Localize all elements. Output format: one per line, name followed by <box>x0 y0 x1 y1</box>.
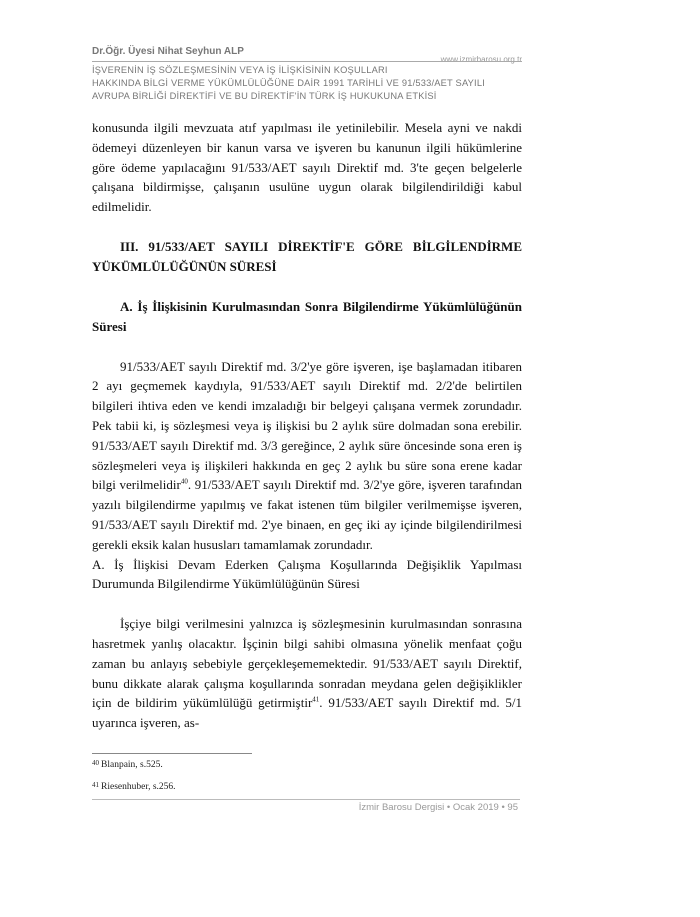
paragraph <box>92 357 522 555</box>
paragraph <box>92 614 522 733</box>
footer-divider <box>92 799 520 800</box>
paragraph-text: 91/533/AET sayılı Direktif md. 3/2'ye göre işveren, işe başlamadan itibaren 2 ayı geçmemek kaydıyla, 91/533/AET sayılı Direktif md. 2/2'de belirtilen bilgileri ihtiva eden ve kendi imzaladığı bir belgeyi çalışana vermek zorundadır. Pek tabii ki, iş sözleşmesi veya iş ilişkisi bu 2 aylık süre dolmadan sona erebilir. 91/533/AET sayılı Direktif md. 3/3 gereğince, 2 aylık süre öncesinde sona eren iş sözleşmeleri veya iş ilişkileri hakkında en geç 2 aylık bu süre sona erene kadar bilgi verilmelidir <box>92 358 522 493</box>
paragraph-continuation: konusunda ilgili mevzuata atıf yapılması ile yetinilebilir. Mesela ayni ve nakdi ödemeyi düzenleyen bir kanun varsa ve işveren bu kanunun ilgili hükümlerine göre ödeme yapılacağını 91/533/AET sayılı Direktif md. 3'te geçen belgelerle çalışana bildirmişse, çalışanın usulüne uygun olarak bilgilendirildiği kabul edilmelidir. <box>92 120 522 215</box>
footnote-number: 40 <box>92 759 99 767</box>
section-heading: III. 91/533/AET SAYILI DİREKTİF'E GÖRE BİLGİLENDİRME YÜKÜMLÜLÜĞÜNÜN SÜRESİ <box>92 238 522 274</box>
header-divider <box>92 61 522 62</box>
paragraph-text: . 91/533/AET sayılı Direktif md. 5/1 uyarınca işveren, as- <box>92 695 522 731</box>
subsection-heading-b: A. İş İlişkisi Devam Ederken Çalışma Koşullarında Değişiklik Yapılması Durumunda Bilgilendirme Yükümlülüğünün Süresi <box>92 556 522 592</box>
subsection-heading-a: A. İş İlişkisinin Kurulmasından Sonra Bilgilendirme Yükümlülüğünün Süresi <box>92 298 522 334</box>
body-text <box>92 118 522 733</box>
running-header-author: Dr.Öğr. Üyesi Nihat Seyhun ALP <box>92 46 244 57</box>
running-header-title <box>92 64 532 103</box>
footnote-40 <box>92 760 163 770</box>
paragraph-text: İşçiye bilgi verilmesini yalnızca iş sözleşmesinin kurulmasından sonrasına hasretmek yanlış olacaktır. İşçinin bilgi sahibi olmasına yönelik menfaat çoğu zaman bu anlayış sebebiyle gerçekleşememektedir. 91/533/AET sayılı Direktif, bunu dikkate alarak çalışma koşullarında sonradan meydana gelen değişiklikler için de bildirim yükümlülüğü getirmiştir <box>92 616 522 711</box>
footnote-ref-40[interactable]: 40 <box>180 478 188 487</box>
running-header-url[interactable]: www.izmirbarosu.org.tr <box>440 55 522 64</box>
footnote-divider <box>92 753 252 754</box>
running-header-title-line: İŞVERENİN İŞ SÖZLEŞMESİNİN VEYA İŞ İLİŞKİSİNİN KOŞULLARI <box>92 65 388 75</box>
footnote-number: 41 <box>92 781 99 789</box>
running-header-title-line: AVRUPA BİRLİĞİ DİREKTİFİ VE BU DİREKTİF'İN TÜRK İŞ HUKUKUNA ETKİSİ <box>92 91 437 101</box>
paragraph-text: . 91/533/AET sayılı Direktif md. 3/2'ye göre, işveren tarafından yazılı bilgilendirme yapılmış ve fakat istenen tüm bilgiler verilmemişse işveren, 91/533/AET sayılı Direktif md. 2'ye binaen, en geç iki ay içinde bilgilendirilmesi gerekli eksik kalan hususları tamamlamak zorundadır. <box>92 477 522 552</box>
footnote-41 <box>92 782 176 792</box>
footnote-text: Blanpain, s.525. <box>101 760 163 770</box>
running-header-title-line: HAKKINDA BİLGİ VERME YÜKÜMLÜLÜĞÜNE DAİR 1991 TARİHLİ VE 91/533/AET SAYILI <box>92 78 485 88</box>
footnote-text: Riesenhuber, s.256. <box>101 782 176 792</box>
footnote-ref-41[interactable]: 41 <box>312 696 320 704</box>
page-footer: İzmir Barosu Dergisi • Ocak 2019 • 95 <box>358 802 518 813</box>
